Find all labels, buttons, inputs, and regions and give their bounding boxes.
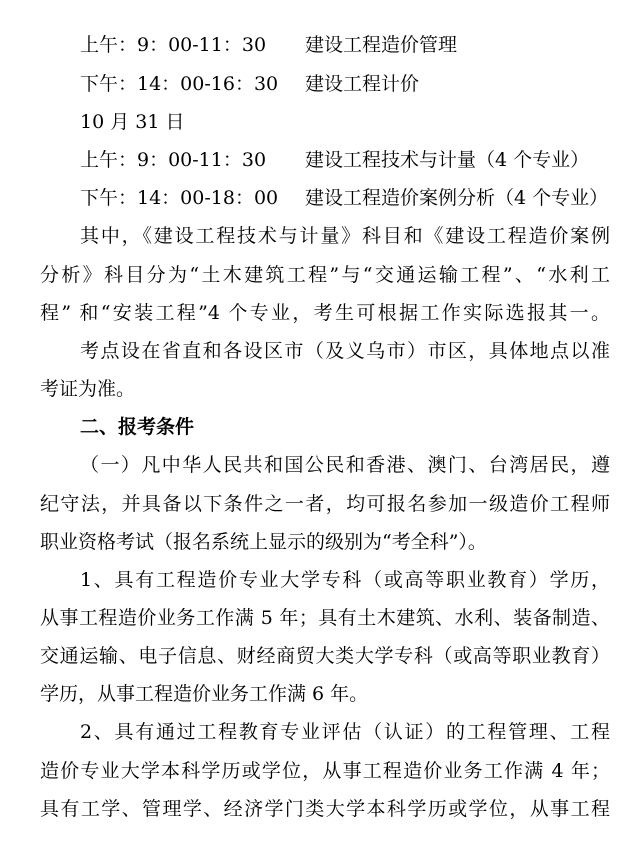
section-heading: 二、报考条件 xyxy=(80,416,195,438)
schedule-time: 上午：9：00-11：30 xyxy=(80,149,267,171)
paragraph-line: 考证为准。 xyxy=(40,378,136,400)
paragraph-line: （一）凡中华人民共和国公民和香港、澳门、台湾居民，遵 xyxy=(80,454,610,476)
paragraph-line: 其中，《建设工程技术与计量》科目和《建设工程造价案例 xyxy=(80,225,610,247)
paragraph-line: 具有工学、管理学、经济学门类大学本科学历或学位，从事工程 xyxy=(40,798,610,820)
paragraph-line: 职业资格考试（报名系统上显示的级别为“考全科”）。 xyxy=(40,531,487,553)
paragraph-line: 考点设在省直和各设区市（及义乌市）市区，具体地点以准 xyxy=(80,340,610,362)
schedule-time: 下午：14：00-18：00 xyxy=(80,187,279,209)
paragraph-line: 1、具有工程造价专业大学专科（或高等职业教育）学历， xyxy=(80,569,610,591)
schedule-row-day2-pm xyxy=(80,186,608,210)
schedule-subject: 建设工程造价案例分析（4 个专业） xyxy=(305,187,609,209)
paragraph-line: 从事工程造价业务工作满 5 年；具有土木建筑、水利、装备制造、 xyxy=(40,607,610,629)
paragraph-line: 2、具有通过工程教育专业评估（认证）的工程管理、工程 xyxy=(80,721,610,743)
schedule-time: 上午：9：00-11：30 xyxy=(80,34,267,56)
schedule-subject: 建设工程计价 xyxy=(305,73,420,95)
schedule-row-day1-pm xyxy=(80,72,419,96)
paragraph-line: 交通运输、电子信息、财经商贸大类大学专科（或高等职业教育） xyxy=(40,645,610,667)
paragraph-line: 程” 和“安装工程”4 个专业，考生可根据工作实际选报其一。 xyxy=(40,302,610,324)
schedule-row-day1-am xyxy=(80,33,457,57)
schedule-subject: 建设工程造价管理 xyxy=(305,34,458,56)
paragraph-line: 造价专业大学本科学历或学位，从事工程造价业务工作满 4 年； xyxy=(40,760,610,782)
paragraph-line: 分析》科目分为“土木建筑工程”与“交通运输工程”、“水利工 xyxy=(40,264,610,286)
paragraph-line: 纪守法，并具备以下条件之一者，均可报名参加一级造价工程师 xyxy=(40,493,610,515)
schedule-date: 10 月 31 日 xyxy=(80,111,185,133)
schedule-time: 下午：14：00-16：30 xyxy=(80,73,279,95)
paragraph-line: 学历，从事工程造价业务工作满 6 年。 xyxy=(40,683,369,705)
schedule-row-day2-am xyxy=(80,148,589,172)
schedule-subject: 建设工程技术与计量（4 个专业） xyxy=(305,149,590,171)
